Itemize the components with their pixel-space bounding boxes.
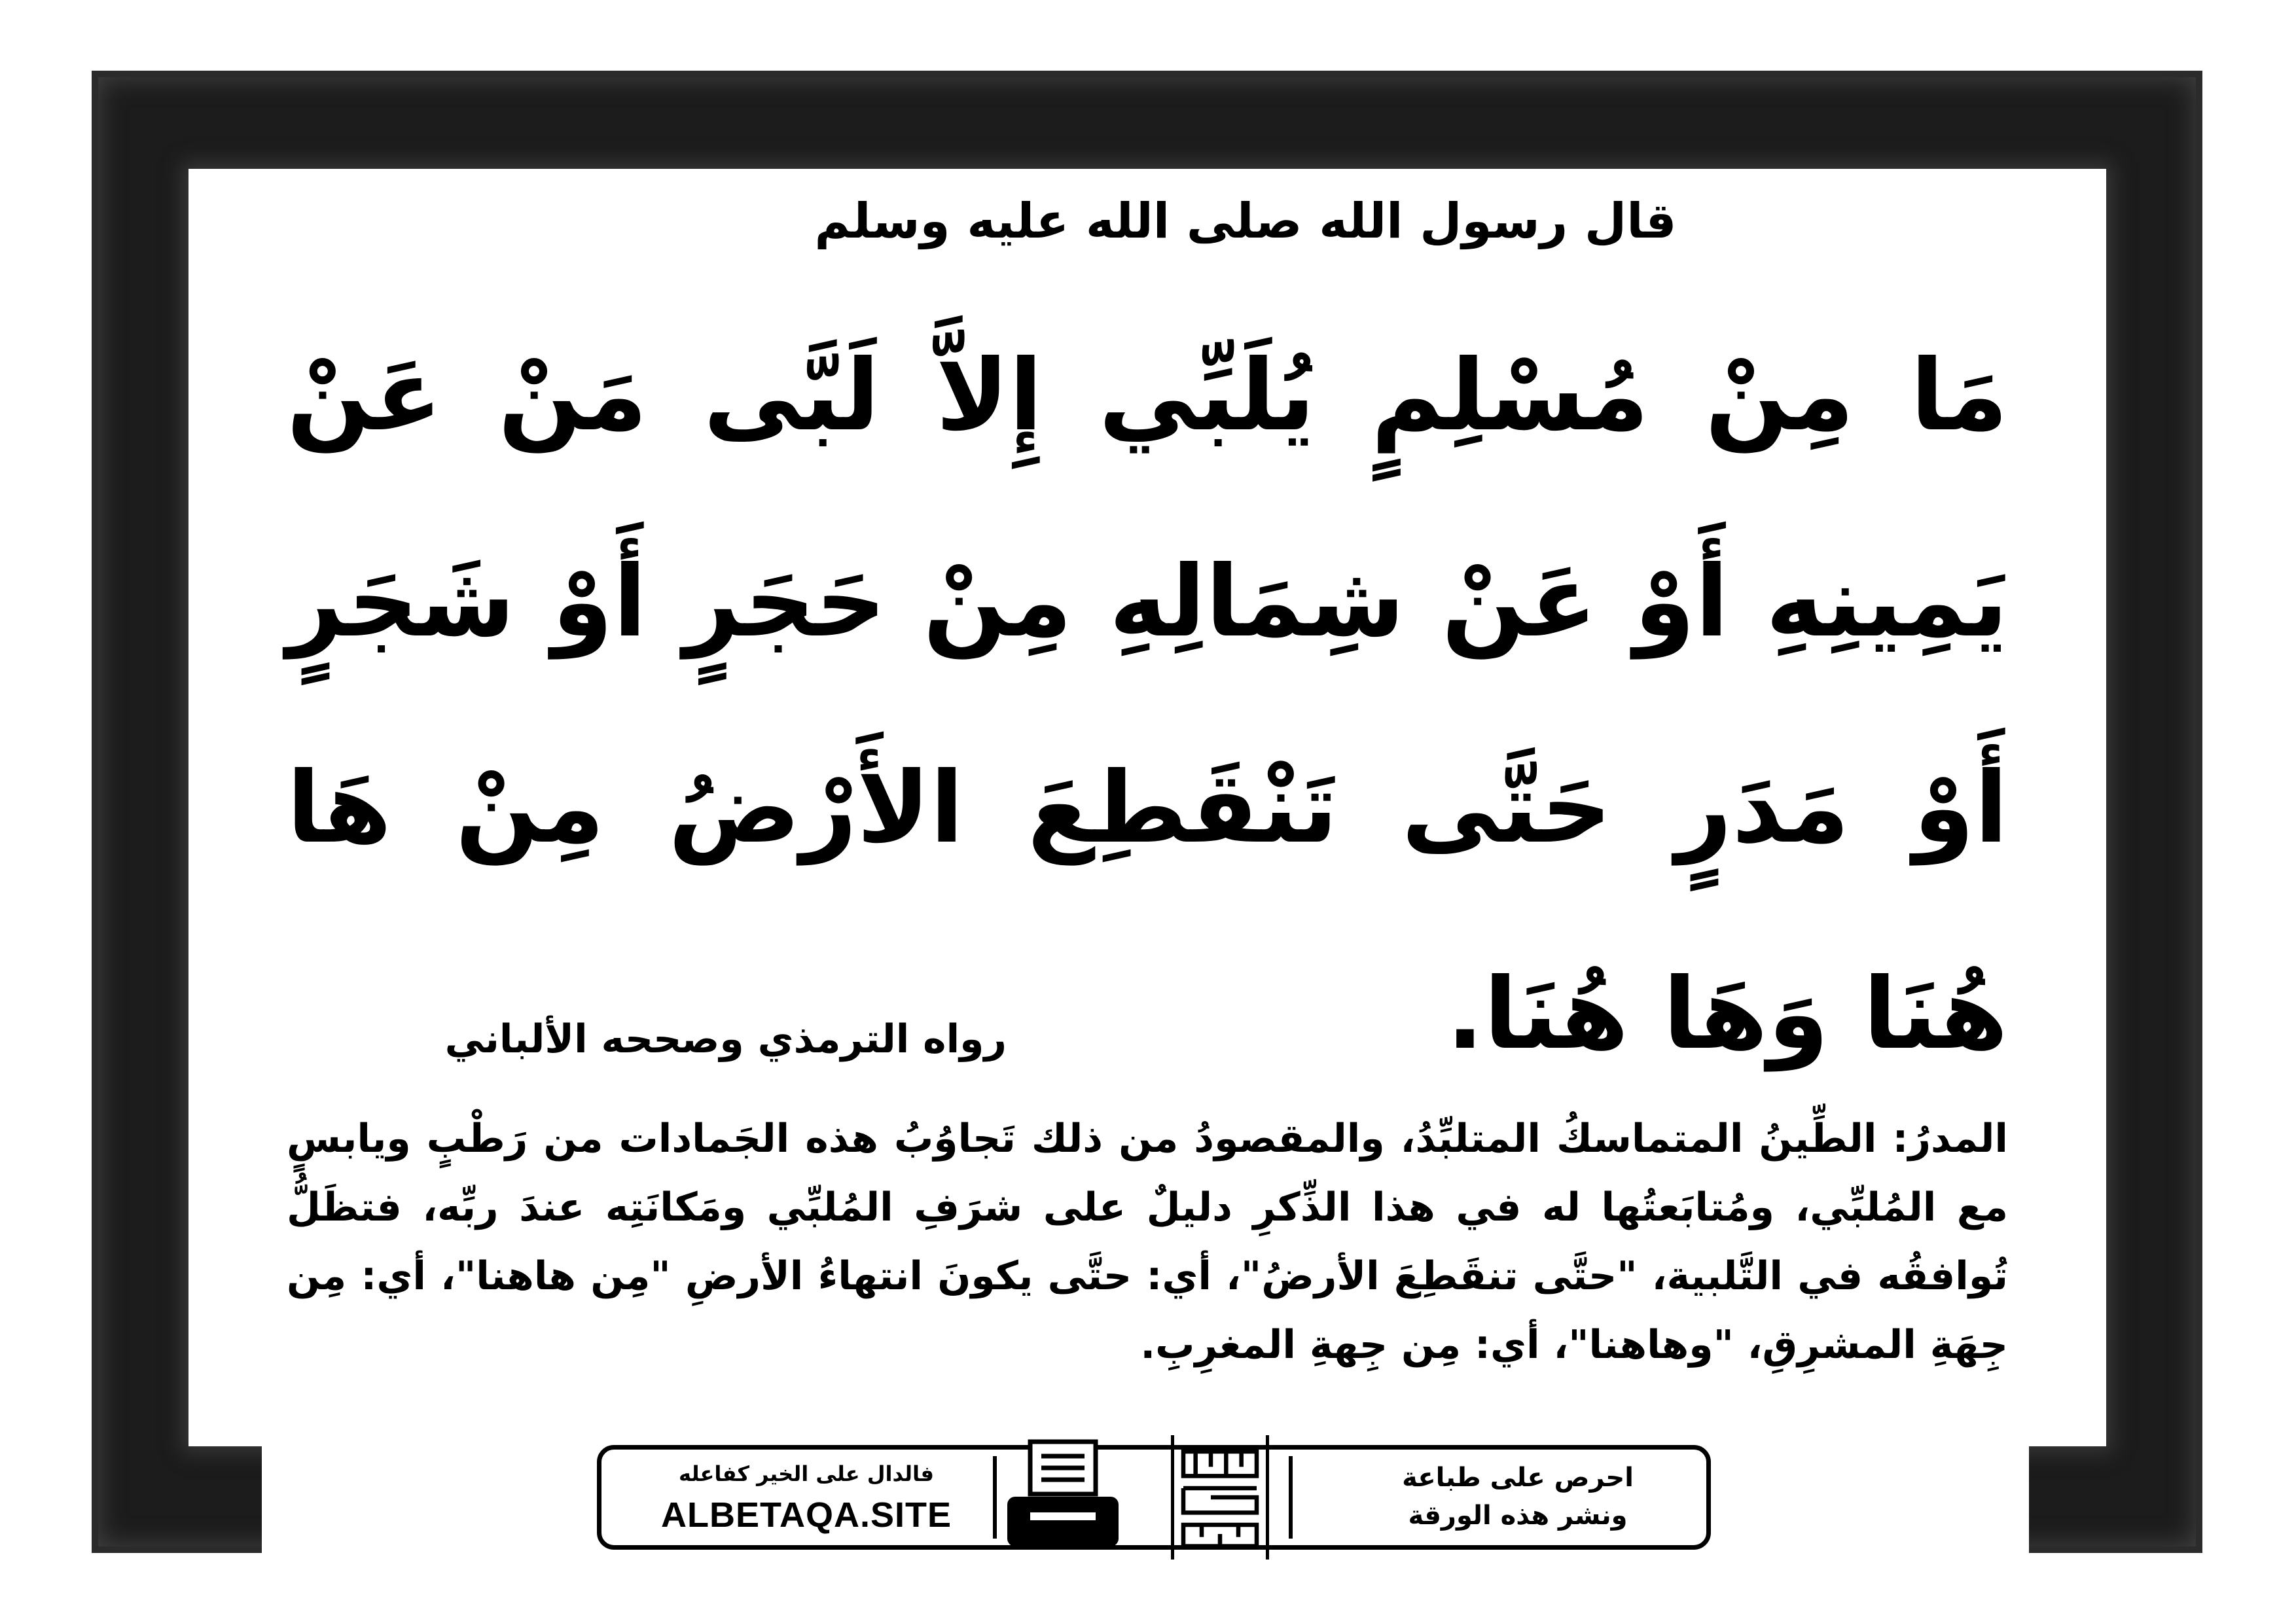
footer-motto: فالدال على الخير كفاعله <box>679 1461 934 1486</box>
page-title: قال رسول الله صلى الله عليه وسلم <box>814 193 1677 249</box>
content-area <box>188 169 2106 1446</box>
hadith-text: مَا مِنْ مُسْلِمٍ يُلَبِّي إِلاَّ لَبَّى مَنْ عَنْ يَمِينِهِ أَوْ عَنْ شِمَالِهِ مِنْ حَجَرٍ أَوْ شَجَرٍ أَوْ مَدَرٍ حَتَّى تَنْقَطِعَ الأَرْضُ مِنْ هَا هُنَا وَهَا هُنَا. <box>287 339 2008 1071</box>
footer-print-line2: ونشر هذه الورقة <box>1408 1501 1628 1531</box>
dawah-logo-icon <box>1171 1435 1269 1560</box>
footer-divider <box>1289 1456 1293 1539</box>
footer-print-line1: احرص على طباعة <box>1402 1463 1634 1493</box>
explanation-text: المدرُ: الطِّينُ المتماسكُ المتلبِّدُ، والمقصودُ من ذلك تَجاوُبُ هذه الجَمادات من رَطْبٍ ويابسٍ مع المُلبِّي، ومُتابَعتُها له في هذا الذِّكرِ دليلٌ على شرَفِ المُلبِّي ومَكانَتِه عندَ ربِّه، فتظَلُّ تُوافقُه في التَّلبية، "حتَّى تنقَطِعَ الأرضُ"، أي: حتَّى يكونَ انتهاءُ الأرضِ "مِن هاهنا"، أي: مِن جِهَةِ المشرِقِ، "وهاهنا"، أي: مِن جِهةِ المغرِبِ. <box>287 1116 2008 1368</box>
footer-website-block <box>620 1455 993 1537</box>
hadith-source: رواه الترمذي وصححه الألباني <box>444 1016 1007 1062</box>
printer-icon <box>1001 1436 1125 1551</box>
footer-divider <box>993 1456 997 1539</box>
footer-bar <box>597 1445 1711 1550</box>
footer-website: ALBETAQA.SITE <box>661 1495 952 1535</box>
footer-print-block <box>1348 1459 1688 1535</box>
